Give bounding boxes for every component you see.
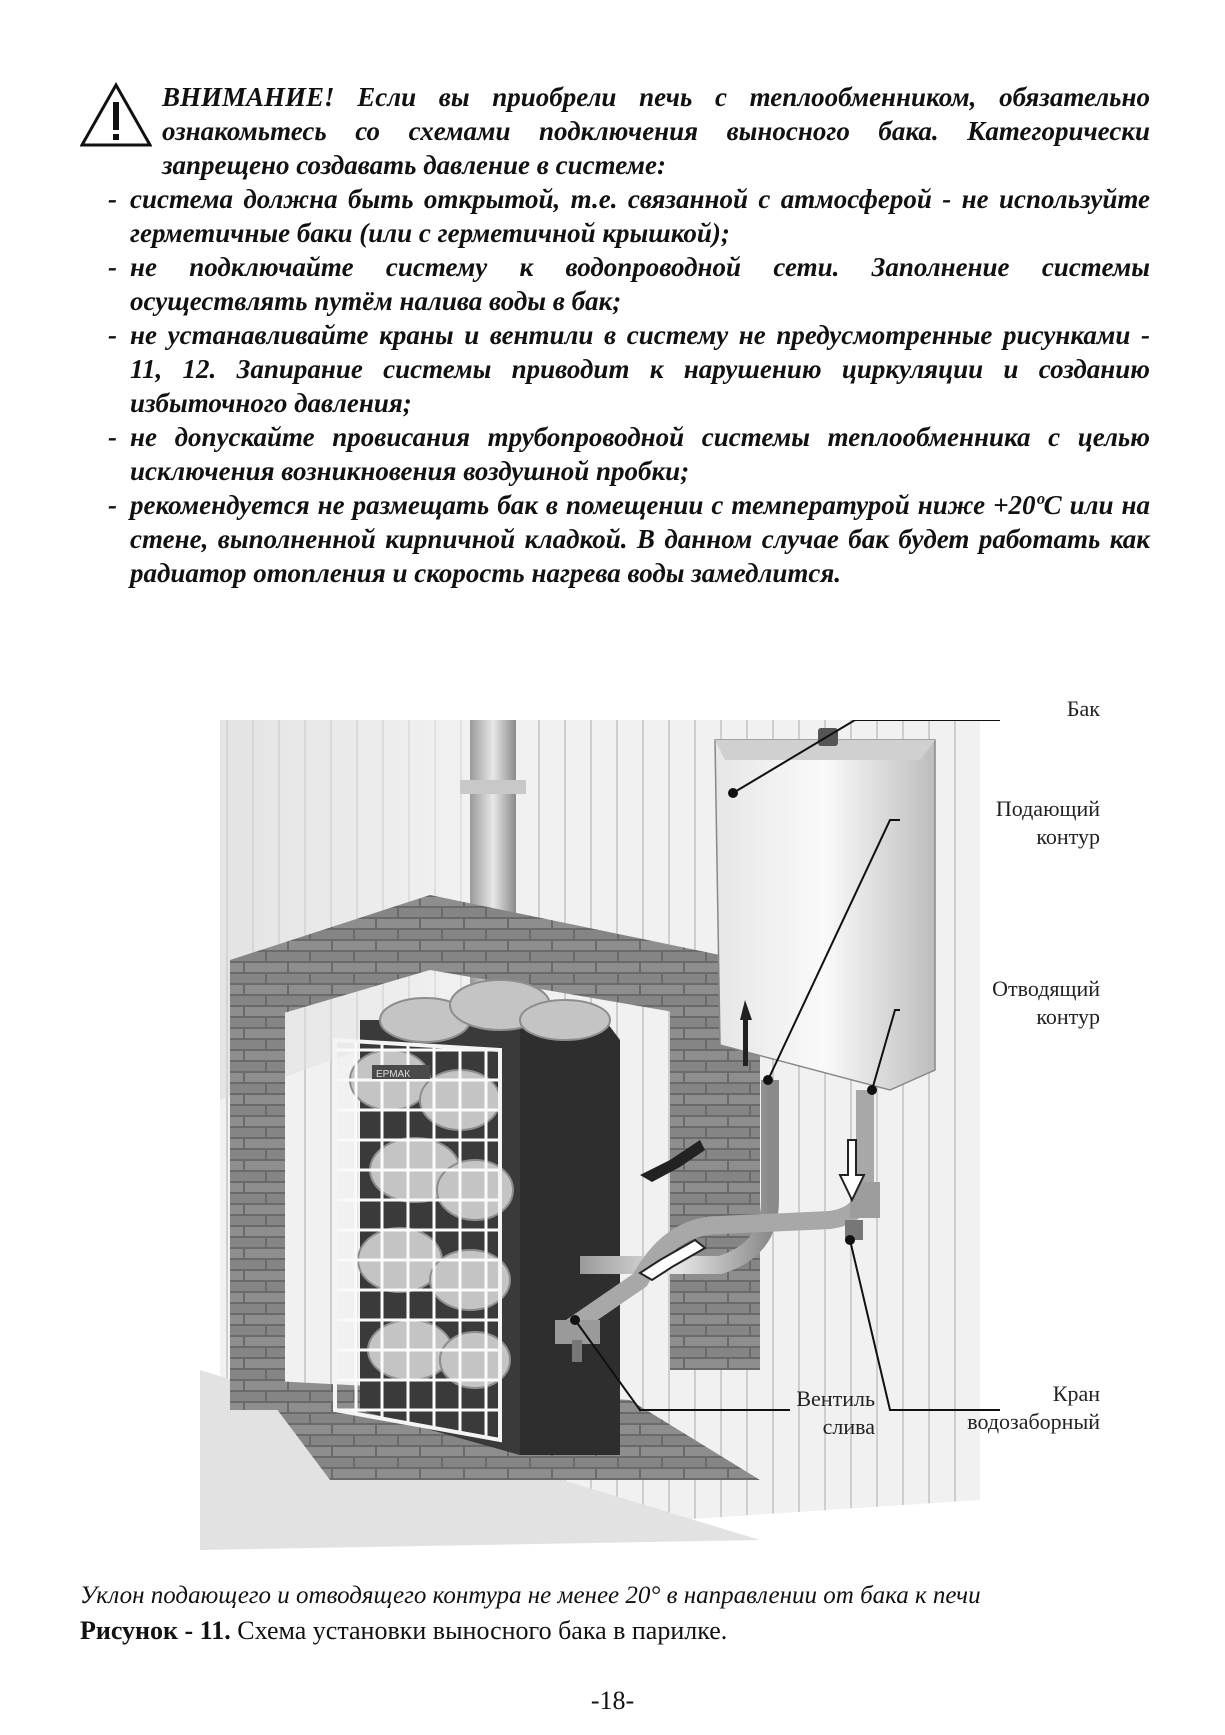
label-tank: Бак — [1066, 696, 1100, 721]
warning-item: - не подключайте систему к водопроводной сети. Заполнение системы осуществлять путём налива воды в бак; — [108, 252, 1150, 316]
figure-caption — [80, 1614, 1150, 1648]
sauna-tank-illustration — [200, 696, 1120, 1550]
warning-item: - не устанавливайте краны и вентили в систему не предусмотренные рисунками - 11, 12. Запирание системы приводит к нарушению циркуляции и созданию избыточного давления; — [108, 320, 1150, 418]
warning-item: - система должна быть открытой, т.е. связанной с атмосферой - не используйте герметичные баки (или с герметичной крышкой); — [108, 184, 1150, 248]
label-water-tap-2: водозаборный — [967, 1409, 1100, 1434]
warning-block — [80, 80, 1150, 590]
label-supply-line-2: контур — [1036, 824, 1100, 849]
label-drain-valve-2: слива — [822, 1414, 875, 1439]
label-drain-valve-1: Вентиль — [796, 1386, 875, 1411]
label-supply-line-1: Подающий — [995, 796, 1100, 821]
label-return-line-2: контур — [1036, 1004, 1100, 1029]
label-water-tap-1: Кран — [1052, 1381, 1100, 1406]
warning-list — [80, 182, 1150, 590]
warning-heading: ВНИМАНИЕ! Если вы приобрели печь с теплообменником, обязательно ознакомьтесь со схемами подключения выносного бака. Категорически запрещено создавать давление в системе: — [162, 82, 1150, 180]
figure-title: Схема установки выносного бака в парилке. — [230, 1616, 728, 1645]
stove-brand-label: ЕРМАК — [376, 1069, 411, 1080]
warning-item: - не допускайте провисания трубопроводной системы теплообменника с целью исключения возникновения воздушной пробки; — [108, 422, 1150, 486]
figure-reference: Рисунок - 11. — [80, 1616, 231, 1645]
warning-item: - рекомендуется не размещать бак в помещении с температурой ниже +20ºС или на стене, выполненной кирпичной кладкой. В данном случае бак будет работать как радиатор отопления и скорость нагрева воды замедлится. — [108, 490, 1150, 588]
slope-note: Уклон подающего и отводящего контура не менее 20° в направлении от бака к печи — [80, 1582, 981, 1609]
warning-triangle-icon — [80, 82, 152, 148]
page-number: -18- — [590, 1686, 635, 1715]
label-return-line-1: Отводящий — [992, 976, 1100, 1001]
